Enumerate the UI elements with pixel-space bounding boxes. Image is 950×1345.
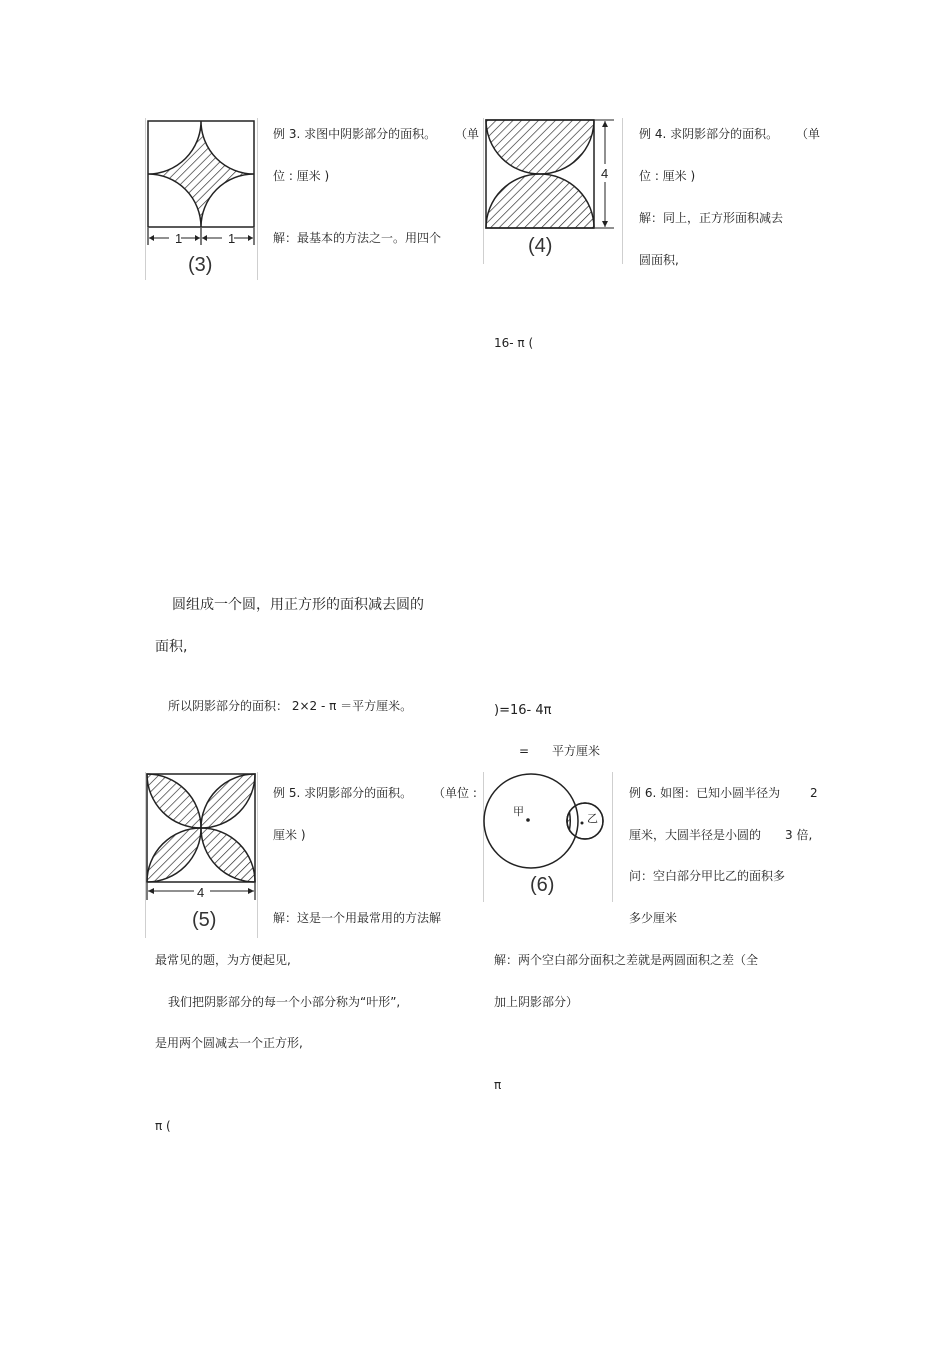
figure-3-dim-left: 1 bbox=[175, 231, 183, 246]
example-3-solution-cont: 圆组成一个圆，用正方形的面积减去圆的 bbox=[172, 597, 424, 613]
example-4-formula-a: 16- π ( bbox=[494, 336, 534, 350]
example-6-line4: 多少厘米 bbox=[629, 911, 678, 925]
figure-4-dim-height: 4 bbox=[601, 166, 609, 181]
example-6-solution: 解：两个空白部分面积之差就是两圆面积之差（全 bbox=[494, 953, 759, 967]
example-4-result-unit: 平方厘米 bbox=[552, 744, 601, 758]
example-4-title: 例 4. 求阴影部分的面积。 bbox=[639, 127, 779, 141]
figure-5-dim-width: 4 bbox=[197, 885, 205, 900]
figure-6-label-small: 乙 bbox=[587, 812, 598, 825]
figure-3-diagram bbox=[140, 114, 262, 254]
example-5-solution-cont2: 我们把阴影部分的每一个小部分称为“叶形”, bbox=[168, 995, 401, 1009]
example-6-line3: 问：空白部分甲比乙的面积多 bbox=[629, 869, 786, 883]
example-5-solution-cont: 最常见的题，为方便起见, bbox=[155, 953, 291, 967]
example-3-unit-close: 位 : 厘米 ) bbox=[273, 169, 330, 183]
figure-4-diagram bbox=[483, 116, 623, 236]
example-5-title: 例 5. 求阴影部分的面积。 bbox=[273, 786, 413, 800]
figure-5-caption: (5) bbox=[192, 909, 217, 931]
example-6-solution-cont: 加上阴影部分） bbox=[494, 995, 579, 1009]
example-3-unit-open: （单 bbox=[455, 127, 480, 141]
example-4-solution-b: 圆面积, bbox=[639, 253, 679, 267]
figure-5-diagram bbox=[140, 768, 262, 910]
example-3-answer: 所以阴影部分的面积： 2×2 - π ＝平方厘米。 bbox=[168, 699, 413, 713]
example-4-result-eq: = bbox=[519, 744, 530, 758]
figure-4-caption: (4) bbox=[528, 235, 553, 257]
example-5-solution-start: 解：这是一个用最常用的方法解 bbox=[273, 911, 442, 925]
figure-3-dim-right: 1 bbox=[228, 231, 236, 246]
example-6-title: 例 6. 如图：已知小圆半径为 bbox=[629, 786, 781, 800]
example-4-formula-b: )=16- 4π bbox=[494, 703, 552, 718]
example-4-unit-open: （单 bbox=[796, 127, 821, 141]
example-4-unit-close: 位 : 厘米 ) bbox=[639, 169, 696, 183]
example-6-title-num: 2 bbox=[810, 786, 818, 800]
example-5-formula: π ( bbox=[155, 1119, 171, 1133]
figure-6-label-big: 甲 bbox=[513, 805, 524, 818]
example-6-formula: π bbox=[494, 1078, 502, 1092]
figure-6-diagram bbox=[483, 770, 613, 880]
example-4-solution-a: 解：同上，正方形面积减去 bbox=[639, 211, 784, 225]
example-5-unit-close: 厘米 ) bbox=[273, 828, 306, 842]
example-3-solution-cont2: 面积, bbox=[155, 639, 188, 655]
example-6-line2-b: 3 倍, bbox=[785, 828, 813, 842]
figure-6-caption: (6) bbox=[530, 874, 555, 896]
example-5-solution-cont3: 是用两个圆减去一个正方形, bbox=[155, 1036, 303, 1050]
example-3-solution-start: 解：最基本的方法之一。用四个 bbox=[273, 231, 442, 245]
example-3-title: 例 3. 求图中阴影部分的面积。 bbox=[273, 127, 437, 141]
example-5-unit-open: （单位 : bbox=[433, 786, 477, 800]
figure-3-caption: (3) bbox=[188, 254, 213, 276]
example-6-line2-a: 厘米，大圆半径是小圆的 bbox=[629, 828, 762, 842]
